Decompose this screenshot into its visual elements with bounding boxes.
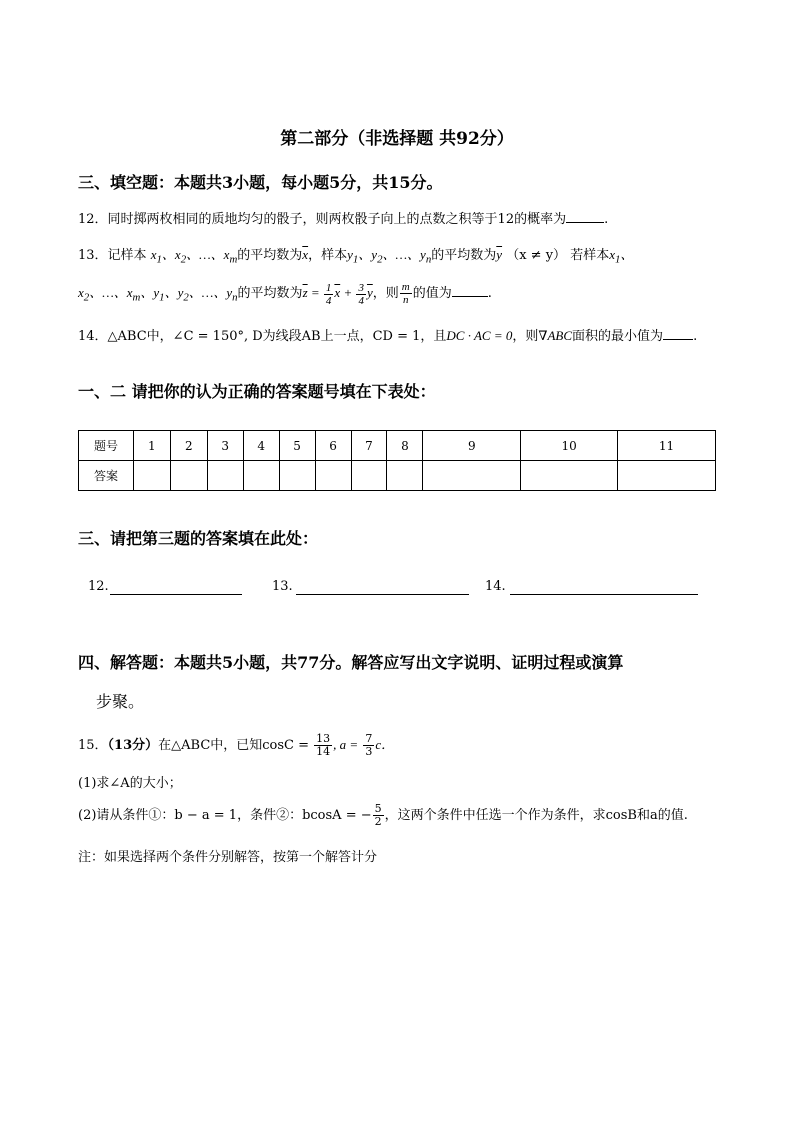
table-header-cell: 10: [521, 431, 618, 461]
question-13-text-2: 的平均数为: [237, 248, 303, 263]
question-12-text: 12．同时掷两枚相同的质地均匀的骰子，则两枚骰子向上的点数之积等于12的概率为: [78, 212, 567, 227]
answer-cell[interactable]: [207, 461, 243, 491]
question-15-text-b: , a =: [333, 737, 359, 752]
math-x1: $x_1$、: [609, 247, 634, 266]
math-combined-sample: $x_2$、…、$x_m$、$y_1$、$y_2$、…、$y_n$: [78, 285, 238, 304]
answer-cell[interactable]: [387, 461, 423, 491]
question-13-line1: [78, 244, 633, 266]
question-13-text-5: 若样本: [570, 248, 610, 263]
question-15-part1: (1)求∠A的大小；: [78, 776, 182, 791]
section-4-header-line1: 四、解答题：本题共5小题，共77分。解答应写出文字说明、证明过程或演算: [78, 653, 624, 672]
question-13-text-7: ，则: [372, 286, 399, 301]
table-header-cell: 7: [351, 431, 387, 461]
page-title: 第二部分（非选择题 共92分）: [280, 129, 514, 149]
question-13-text-8: 的值为: [412, 286, 452, 301]
answer-table: [78, 430, 716, 491]
math-vector-condition: DC · AC = 0: [446, 328, 513, 343]
question-14-blank: [663, 339, 693, 340]
question-13-number: 13．: [78, 248, 108, 263]
fill-answer-header: 三、请把第三题的答案填在此处：: [78, 529, 319, 548]
math-m-over-n: $\frac{m}{n}$: [401, 281, 410, 306]
question-13-condition: （x ≠ y）: [506, 248, 567, 263]
section-4-header-line2: 步聚。: [96, 692, 145, 711]
question-13-text-1: 记样本: [107, 248, 147, 263]
question-15-part2: [78, 803, 688, 828]
answer-cell[interactable]: [521, 461, 618, 491]
answer-table-header: 一、二 请把你的认为正确的答案题号填在下表处：: [78, 382, 436, 401]
question-13-end: .: [487, 286, 492, 301]
table-row-numbers: [79, 431, 716, 461]
fill-label-12: 12.: [88, 579, 109, 594]
table-header-cell: 4: [243, 431, 279, 461]
question-14: [78, 325, 697, 344]
question-12: [78, 208, 608, 227]
math-fraction-7-3: $\frac{7}{3}$: [365, 732, 373, 758]
question-13-text-3: ，样本: [308, 248, 348, 263]
math-fraction-13-14: $\frac{13}{14}$: [316, 732, 331, 758]
math-sample-x: $x_1$、$x_2$、…、$x_m$: [150, 247, 238, 266]
table-header-cell: 8: [387, 431, 423, 461]
question-14-number: 14．: [78, 329, 108, 344]
table-label-number: 题号: [79, 431, 134, 461]
question-13-text-4: 的平均数为: [431, 248, 497, 263]
question-14-text-b: ，则: [512, 329, 539, 344]
table-label-answer: 答案: [79, 461, 134, 491]
answer-cell[interactable]: [351, 461, 387, 491]
table-header-cell: 5: [279, 431, 315, 461]
fill-line-13[interactable]: [296, 594, 469, 595]
question-15-part2-a: (2)请从条件①：b − a = 1，条件②：bcosA = −: [78, 808, 372, 823]
math-triangle-abc: ∇ABC: [538, 328, 573, 343]
question-15-text-c: c．: [375, 737, 395, 752]
question-15-score: （13分）: [107, 738, 159, 753]
question-12-end: .: [604, 212, 609, 227]
question-14-text-c: 面积的最小值为: [572, 329, 664, 344]
answer-cell[interactable]: [279, 461, 315, 491]
answer-cell[interactable]: [423, 461, 521, 491]
question-14-text-a: △ABC中，∠C = 150°, D为线段AB上一点，CD = 1，且: [107, 329, 447, 344]
table-row-answers: [79, 461, 716, 491]
fill-line-14[interactable]: [510, 594, 698, 595]
question-14-end: .: [693, 329, 698, 344]
question-15-number: 15．: [78, 738, 108, 753]
answer-cell[interactable]: [170, 461, 207, 491]
answer-cell[interactable]: [618, 461, 716, 491]
table-header-cell: 1: [133, 431, 170, 461]
math-sample-y: $y_1$、$y_2$、…、$y_n$: [347, 247, 432, 266]
question-15-part2-b: ，这两个条件中任选一个作为条件，求cosB和a的值.: [384, 808, 688, 823]
question-15: [78, 733, 394, 758]
table-header-cell: 2: [170, 431, 207, 461]
fill-label-14: 14.: [485, 579, 506, 594]
math-z-formula: $\overline{z}$ = $\frac{1}{4}$ $\overline{x}$ + $\frac{3}{4}$ $\overline{y}$: [302, 281, 373, 307]
fill-label-13: 13.: [272, 579, 293, 594]
question-15-text-a: 在△ABC中，已知cosC =: [158, 738, 310, 753]
question-12-blank: [566, 222, 604, 223]
table-header-cell: 3: [207, 431, 243, 461]
question-13-blank: [452, 296, 488, 297]
question-13-line2: [78, 281, 492, 307]
table-header-cell: 6: [315, 431, 351, 461]
question-13-text-6: 的平均数为: [237, 286, 303, 301]
math-x-bar: $\overline{x}$: [302, 247, 309, 262]
section-3-header: 三、填空题：本题共3小题，每小题5分，共15分。: [78, 173, 443, 192]
answer-cell[interactable]: [243, 461, 279, 491]
table-header-cell: 9: [423, 431, 521, 461]
question-15-note: 注：如果选择两个条件分别解答，按第一个解答计分: [78, 850, 378, 865]
answer-cell[interactable]: [315, 461, 351, 491]
math-fraction-5-2: $\frac{5}{2}$: [374, 802, 382, 828]
answer-cell[interactable]: [133, 461, 170, 491]
table-header-cell: 11: [618, 431, 716, 461]
fill-line-12[interactable]: [110, 594, 242, 595]
math-y-bar: $\overline{y}$: [496, 247, 503, 262]
